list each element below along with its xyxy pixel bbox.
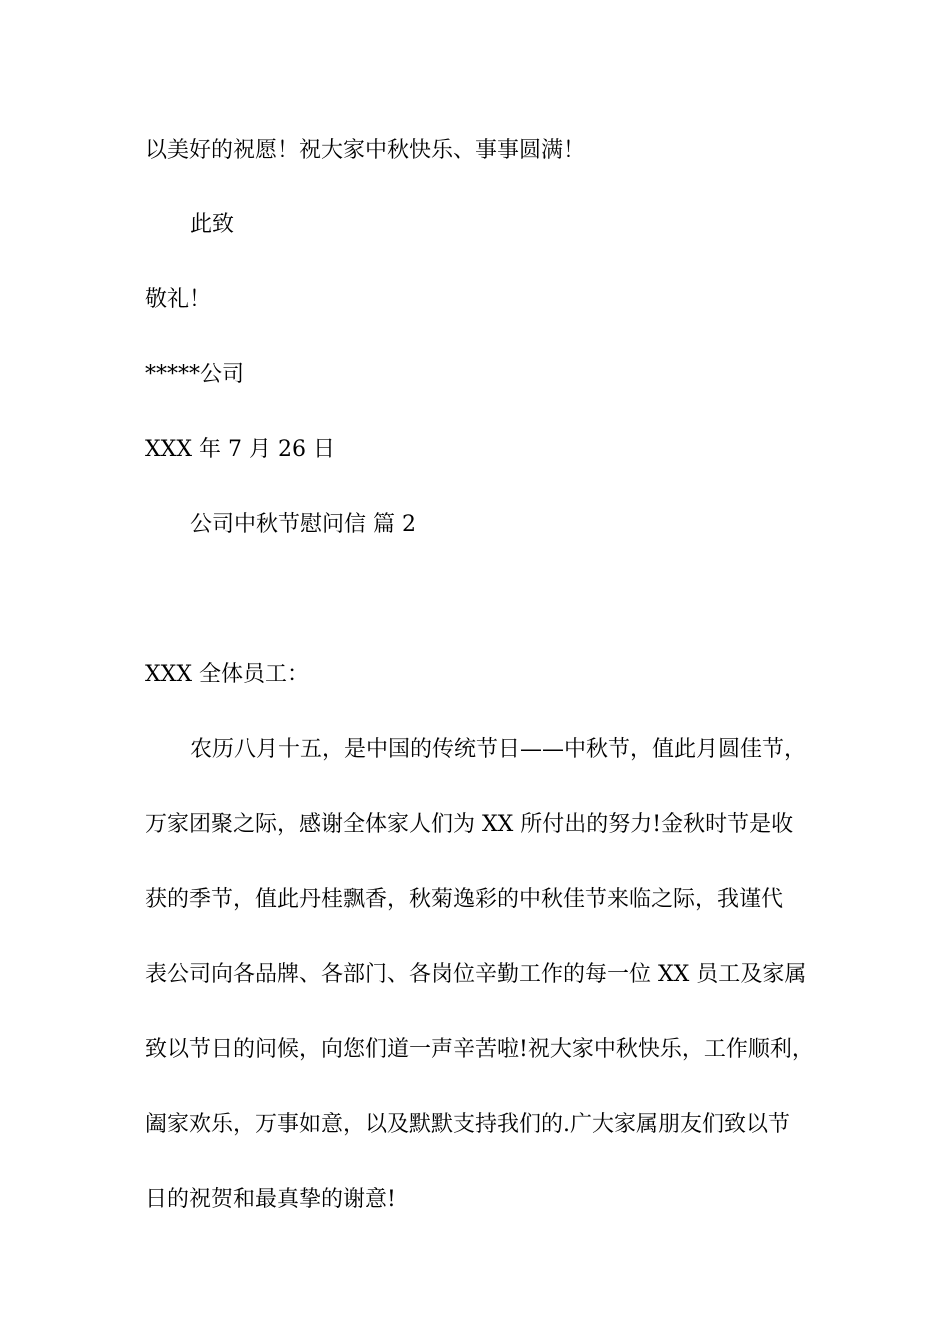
company-signature: *****公司: [145, 362, 245, 387]
letter-date: XXX 年 7 月 26 日: [145, 437, 335, 462]
body-paragraph-line: 致以节日的问候，向您们道一声辛苦啦!祝大家中秋快乐，工作顺利，: [145, 1037, 814, 1062]
salutation-cizhi: 此致: [190, 212, 235, 237]
body-paragraph-line: 农历八月十五，是中国的传统节日——中秋节，值此月圆佳节，: [190, 737, 807, 762]
body-paragraph-line: 日的祝贺和最真挚的谢意!: [145, 1187, 396, 1212]
body-paragraph-line: 阖家欢乐，万事如意，以及默默支持我们的.广大家属朋友们致以节: [145, 1112, 790, 1137]
section-title: 公司中秋节慰问信 篇 2: [190, 512, 416, 537]
salutation-jingli: 敬礼！: [145, 287, 212, 312]
body-paragraph-line: 万家团聚之际，感谢全体家人们为 XX 所付出的努力!金秋时节是收: [145, 812, 794, 837]
recipient-greeting: XXX 全体员工：: [145, 662, 309, 687]
body-paragraph-line: 获的季节，值此丹桂飘香，秋菊逸彩的中秋佳节来临之际，我谨代: [145, 887, 784, 912]
closing-wish-line: 以美好的祝愿！祝大家中秋快乐、事事圆满！: [145, 138, 586, 163]
body-paragraph-line: 表公司向各品牌、各部门、各岗位辛勤工作的每一位 XX 员工及家属: [145, 962, 807, 987]
